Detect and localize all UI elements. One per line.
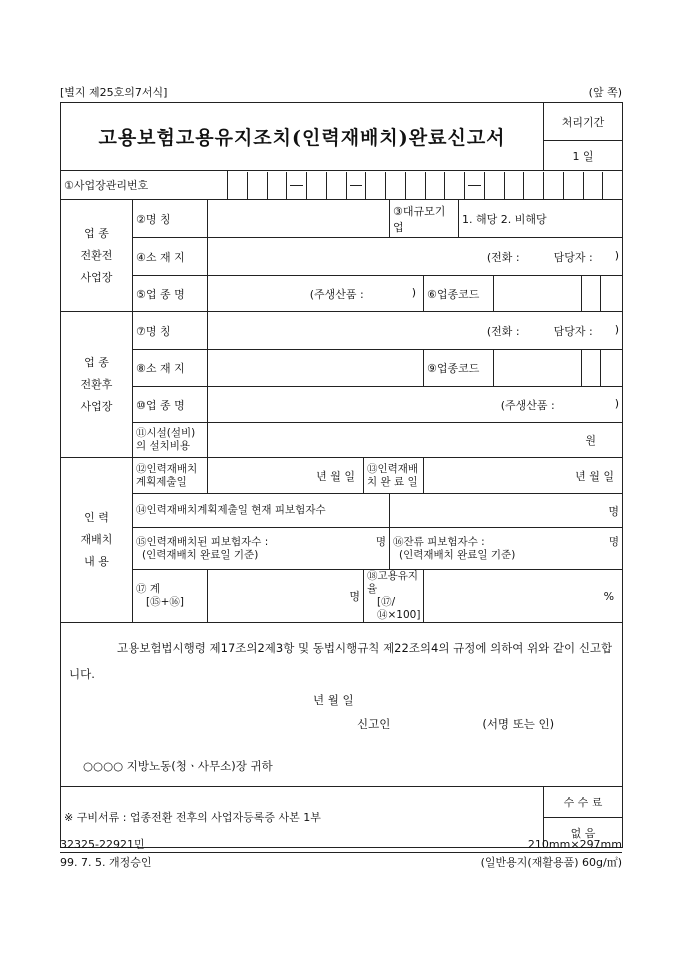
after-manager: 담당자 :: [553, 324, 593, 338]
declaration-block: [61, 623, 623, 787]
before-industry-field[interactable]: (주생산품 : ): [208, 276, 424, 312]
large-company-label: ③대규모기업: [390, 200, 459, 238]
biz-no-label: ①사업장관리번호: [61, 171, 228, 200]
won-unit: 원: [585, 434, 597, 447]
digit-box[interactable]: [326, 172, 346, 199]
after-code-box[interactable]: [601, 350, 623, 387]
done-date-field[interactable]: 년 월 일: [424, 458, 623, 494]
fee-value: 없 음: [544, 818, 623, 848]
separator-box: [464, 172, 484, 199]
footer-divider: [60, 852, 622, 853]
digit-box[interactable]: [602, 172, 622, 199]
before-product: (주생산품 :: [309, 287, 364, 301]
digit-box[interactable]: [267, 172, 287, 199]
footer-code: 32325-22921민: [60, 838, 145, 851]
after-product: (주생산품 :: [500, 398, 555, 412]
processing-period-label: 처리기간: [544, 103, 623, 141]
before-code-box[interactable]: [601, 276, 623, 312]
before-phone: (전화 :: [486, 250, 520, 264]
before-address-label: ④소 재 지: [133, 238, 208, 276]
form-title: 고용보험고용유지조치(인력재배치)완료신고서: [61, 103, 544, 171]
after-code-label: ⑨업종코드: [424, 350, 494, 387]
relocated-label: ⑮인력재배치된 피보험자수 :: [136, 535, 269, 548]
retention-rate-label: ⑱고용유지율 [⑰/⑭×100]: [364, 570, 424, 623]
total-label: ⑰ 계 [⑮+⑯]: [133, 570, 208, 623]
after-name-label: ⑦명 칭: [133, 312, 208, 350]
before-address-field[interactable]: (전화 : 담당자 : ): [208, 238, 623, 276]
facility-cost-label: ⑪시설(설비)의 설치비용: [133, 423, 208, 458]
digit-box[interactable]: [247, 172, 267, 199]
after-address-label: ⑧소 재 지: [133, 350, 208, 387]
recipient-office: ○○○○ 지방노동(청ㆍ사무소)장 귀하: [83, 759, 273, 773]
retention-rate-field[interactable]: %: [424, 570, 623, 623]
current-insured-label: ⑭인력재배치계획제출일 현재 피보험자수: [133, 494, 390, 528]
digit-box[interactable]: [484, 172, 504, 199]
form-number: [별지 제25호의7서식]: [60, 86, 168, 99]
digit-box[interactable]: [523, 172, 543, 199]
plan-date-field[interactable]: 년 월 일: [208, 458, 364, 494]
biz-no-boxes[interactable]: [228, 171, 623, 200]
digit-box[interactable]: [385, 172, 405, 199]
remain-label: ⑯잔류 피보험자수 :: [393, 535, 485, 548]
current-insured-field[interactable]: 명: [390, 494, 623, 528]
after-industry-field[interactable]: (주생산품 : ): [208, 387, 623, 423]
reporter-label: 신고인: [357, 717, 391, 731]
digit-box[interactable]: [444, 172, 464, 199]
plan-date-label: ⑫인력재배치 계획제출일: [133, 458, 208, 494]
after-section-label: 업 종 전환후 사업장: [61, 312, 133, 458]
before-section-label: 업 종 전환전 사업장: [61, 200, 133, 312]
sign-note: (서명 또는 인): [482, 717, 555, 731]
before-code-box[interactable]: [494, 276, 582, 312]
report-form-table: [60, 102, 623, 848]
declaration-date[interactable]: 년 월 일: [313, 693, 354, 707]
fee-label: 수 수 료: [544, 787, 623, 818]
required-documents: ※ 구비서류 : 업종전환 전후의 사업자등록증 사본 1부: [61, 787, 544, 848]
separator-box: [286, 172, 306, 199]
before-code-box[interactable]: [582, 276, 601, 312]
after-address-field[interactable]: [208, 350, 424, 387]
footer-paper: (일반용지(재활용품) 60g/㎡): [480, 856, 622, 869]
before-industry-label: ⑤업 종 명: [133, 276, 208, 312]
before-name-label: ②명 칭: [133, 200, 208, 238]
processing-period-value: 1 일: [544, 141, 623, 171]
remain-insured-field[interactable]: ⑯잔류 피보험자수 : 명 (인력재배치 완료일 기준): [390, 528, 623, 570]
total-field[interactable]: 명: [208, 570, 364, 623]
digit-box[interactable]: [306, 172, 326, 199]
digit-box[interactable]: [365, 172, 385, 199]
digit-box[interactable]: [583, 172, 603, 199]
digit-box[interactable]: [563, 172, 583, 199]
footer-size: 210mm×297mm: [527, 838, 622, 851]
remain-note: (인력재배치 완료일 기준): [399, 548, 516, 561]
digit-box[interactable]: [425, 172, 445, 199]
digit-box[interactable]: [504, 172, 524, 199]
footer-approved: 99. 7. 5. 개정승인: [60, 856, 152, 869]
digit-box[interactable]: [228, 172, 247, 199]
declaration-text: 고용보험법시행령 제17조의2제3항 및 동법시행규칙 제22조의4의 규정에 의하여 위와 같이 신고합니다.: [69, 641, 613, 681]
before-code-label: ⑥업종코드: [424, 276, 494, 312]
digit-box[interactable]: [543, 172, 563, 199]
after-code-box[interactable]: [494, 350, 582, 387]
relocated-note: (인력재배치 완료일 기준): [142, 548, 259, 561]
done-date-label: ⑬인력재배치 완 료 일: [364, 458, 424, 494]
relocation-section-label: 인 력 재배치 내 용: [61, 458, 133, 623]
after-code-box[interactable]: [582, 350, 601, 387]
after-industry-label: ⑩업 종 명: [133, 387, 208, 423]
after-name-field[interactable]: (전화 : 담당자 : ): [208, 312, 623, 350]
digit-box[interactable]: [405, 172, 425, 199]
large-company-options[interactable]: 1. 해당 2. 비해당: [459, 200, 623, 238]
page-side: (앞 쪽): [588, 86, 622, 99]
before-name-field[interactable]: [208, 200, 390, 238]
separator-box: [346, 172, 366, 199]
facility-cost-field[interactable]: [208, 423, 623, 458]
before-manager: 담당자 :: [553, 250, 593, 264]
after-phone: (전화 :: [486, 324, 520, 338]
relocated-insured-field[interactable]: ⑮인력재배치된 피보험자수 : 명 (인력재배치 완료일 기준): [133, 528, 390, 570]
